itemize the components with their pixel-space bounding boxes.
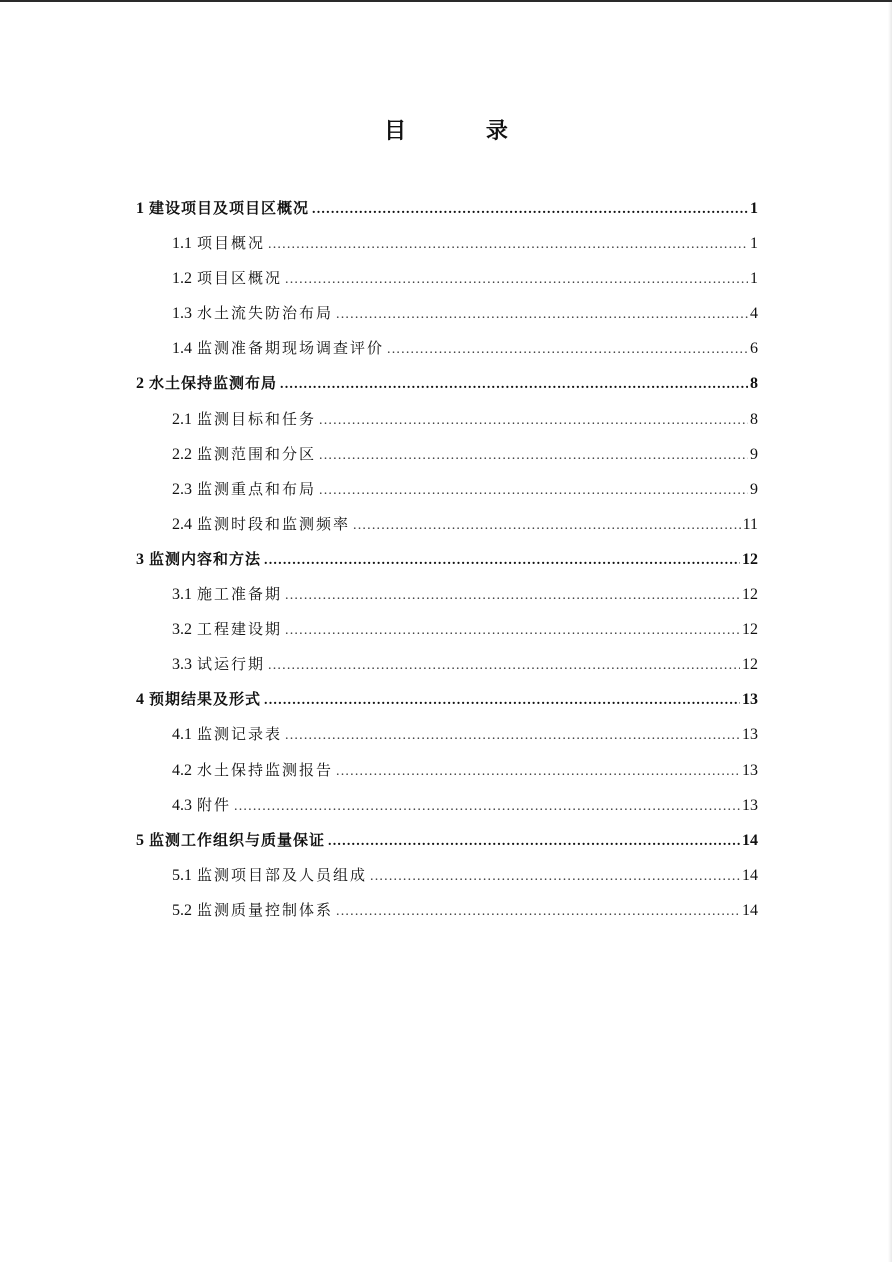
toc-page-number: 1 xyxy=(750,235,758,253)
toc-section-entry[interactable] xyxy=(136,402,758,437)
toc-section-entry[interactable] xyxy=(136,717,758,752)
toc-dot-leader xyxy=(285,578,740,613)
toc-entry-number: 1.2 xyxy=(172,270,192,288)
toc-section-entry[interactable] xyxy=(136,296,758,331)
toc-entry-title: 监测准备期现场调查评价 xyxy=(197,339,385,358)
toc-entry-number: 4 xyxy=(136,691,144,709)
toc-entry-title: 水土保持监测报告 xyxy=(197,760,334,779)
toc-entry-number: 5 xyxy=(136,831,144,849)
toc-entry-number: 2 xyxy=(136,375,144,393)
toc-entry-number: 3.1 xyxy=(172,586,192,604)
toc-section-entry[interactable] xyxy=(136,472,758,507)
toc-entry-title: 施工准备期 xyxy=(197,585,283,604)
toc-page-number: 14 xyxy=(742,866,758,884)
toc-chapter-entry[interactable] xyxy=(136,191,758,226)
toc-page-number: 1 xyxy=(750,270,758,288)
toc-entry-number: 4.1 xyxy=(172,726,192,744)
toc-chapter-entry[interactable] xyxy=(136,823,758,858)
toc-dot-leader xyxy=(353,508,741,543)
toc-section-entry[interactable] xyxy=(136,788,758,823)
toc-entry-number: 5.1 xyxy=(172,866,192,884)
toc-entry-number: 2.1 xyxy=(172,410,192,428)
toc-page-number: 12 xyxy=(742,656,758,674)
toc-entry-title: 试运行期 xyxy=(197,655,266,674)
toc-dot-leader xyxy=(234,789,740,824)
toc-entry-title: 监测工作组织与质量保证 xyxy=(149,830,326,849)
toc-dot-leader xyxy=(336,754,740,789)
toc-dot-leader xyxy=(319,473,748,508)
page-edge-shadow xyxy=(888,2,892,1262)
toc-entry-title: 水土保持监测布局 xyxy=(149,374,278,393)
toc-entry-number: 1.4 xyxy=(172,340,192,358)
toc-entry-title: 项目概况 xyxy=(197,234,266,253)
toc-entry-title: 附件 xyxy=(197,795,232,814)
toc-entry-number: 3 xyxy=(136,550,144,568)
page-top-border xyxy=(0,0,892,2)
toc-page-number: 13 xyxy=(742,726,758,744)
toc-dot-leader xyxy=(285,718,740,753)
toc-page-number: 13 xyxy=(742,691,758,709)
toc-page-number: 4 xyxy=(750,305,758,323)
toc-entry-title: 监测记录表 xyxy=(197,725,283,744)
toc-section-entry[interactable] xyxy=(136,647,758,682)
toc-entry-title: 项目区概况 xyxy=(197,269,283,288)
toc-entry-title: 监测内容和方法 xyxy=(149,549,262,568)
toc-dot-leader xyxy=(387,332,748,367)
toc-entry-title: 监测目标和任务 xyxy=(197,409,317,428)
toc-page-number: 13 xyxy=(742,796,758,814)
toc-dot-leader xyxy=(268,648,740,683)
toc-dot-leader xyxy=(268,227,748,262)
toc-entry-number: 4.2 xyxy=(172,761,192,779)
toc-section-entry[interactable] xyxy=(136,507,758,542)
toc-entry-number: 3.3 xyxy=(172,656,192,674)
toc-entry-title: 工程建设期 xyxy=(197,620,283,639)
toc-dot-leader xyxy=(312,192,748,227)
toc-entry-title: 监测项目部及人员组成 xyxy=(197,865,368,884)
toc-dot-leader xyxy=(285,262,748,297)
table-of-contents xyxy=(136,191,758,928)
toc-dot-leader xyxy=(328,824,740,859)
toc-page-number: 11 xyxy=(742,515,758,533)
toc-section-entry[interactable] xyxy=(136,612,758,647)
toc-entry-number: 4.3 xyxy=(172,796,192,814)
toc-chapter-entry[interactable] xyxy=(136,542,758,577)
toc-section-entry[interactable] xyxy=(136,577,758,612)
toc-page-number: 9 xyxy=(750,445,758,463)
toc-entry-title: 监测质量控制体系 xyxy=(197,900,334,919)
toc-entry-number: 1 xyxy=(136,200,144,217)
toc-page-number: 14 xyxy=(742,831,758,849)
toc-dot-leader xyxy=(280,367,748,402)
toc-page-number: 14 xyxy=(742,901,758,919)
toc-entry-title: 预期结果及形式 xyxy=(149,690,262,709)
toc-dot-leader xyxy=(336,894,740,929)
toc-page-number: 12 xyxy=(742,550,758,568)
toc-entry-number: 1.3 xyxy=(172,305,192,323)
toc-section-entry[interactable] xyxy=(136,261,758,296)
toc-page-number: 13 xyxy=(742,761,758,779)
toc-entry-number: 2.2 xyxy=(172,445,192,463)
toc-entry-number: 2.4 xyxy=(172,515,192,533)
toc-section-entry[interactable] xyxy=(136,753,758,788)
toc-page-number: 12 xyxy=(742,621,758,639)
toc-section-entry[interactable] xyxy=(136,893,758,928)
toc-entry-number: 3.2 xyxy=(172,621,192,639)
toc-entry-title: 监测范围和分区 xyxy=(197,444,317,463)
toc-page-number: 1 xyxy=(750,200,758,217)
toc-entry-number: 5.2 xyxy=(172,901,192,919)
toc-entry-number: 1.1 xyxy=(172,235,192,253)
toc-dot-leader xyxy=(264,683,740,718)
toc-dot-leader xyxy=(264,543,740,578)
toc-page-number: 8 xyxy=(750,375,758,393)
toc-section-entry[interactable] xyxy=(136,858,758,893)
toc-dot-leader xyxy=(370,859,740,894)
toc-page-number: 6 xyxy=(750,340,758,358)
toc-section-entry[interactable] xyxy=(136,226,758,261)
toc-dot-leader xyxy=(319,403,748,438)
toc-dot-leader xyxy=(336,297,748,332)
toc-page-number: 9 xyxy=(750,480,758,498)
toc-chapter-entry[interactable] xyxy=(136,366,758,401)
toc-section-entry[interactable] xyxy=(136,437,758,472)
toc-page-number: 12 xyxy=(742,586,758,604)
toc-entry-title: 监测时段和监测频率 xyxy=(197,514,351,533)
toc-entry-title: 监测重点和布局 xyxy=(197,479,317,498)
toc-entry-number: 2.3 xyxy=(172,480,192,498)
toc-page-number: 8 xyxy=(750,410,758,428)
toc-entry-title: 建设项目及项目区概况 xyxy=(149,199,310,217)
page-title: 目 录 xyxy=(384,119,544,144)
toc-section-entry[interactable] xyxy=(136,331,758,366)
toc-dot-leader xyxy=(285,613,740,648)
toc-entry-title: 水土流失防治布局 xyxy=(197,304,334,323)
toc-chapter-entry[interactable] xyxy=(136,682,758,717)
toc-dot-leader xyxy=(319,438,748,473)
